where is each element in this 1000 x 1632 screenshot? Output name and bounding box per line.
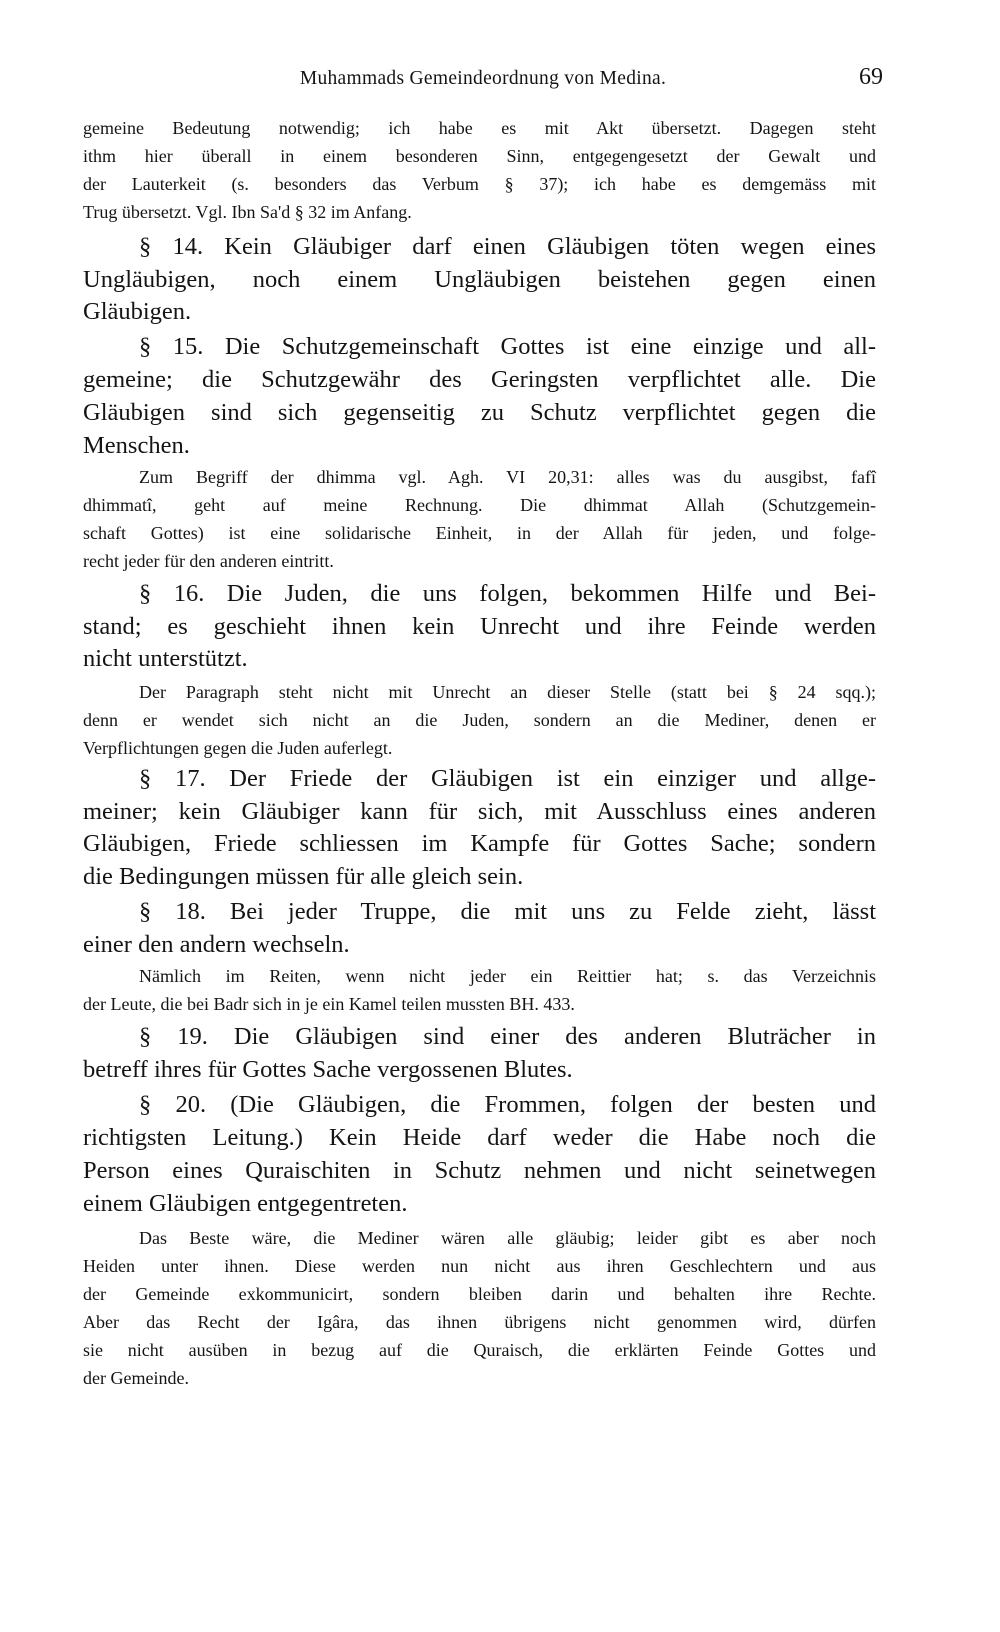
section-18-line: § 18. Bei jeder Truppe, die mit uns zu Felde zieht, lässt (139, 898, 876, 925)
section-20-line: § 20. (Die Gläubigen, die Frommen, folgen der besten und (139, 1091, 876, 1118)
section-14-line: Gläubigen. (83, 298, 192, 325)
section-19-line: betreff ihres für Gottes Sache vergossenen Blutes. (83, 1056, 573, 1083)
note-line: denn er wendet sich nicht an die Juden, sondern an die Mediner, denen er (83, 710, 876, 730)
section-15-line: gemeine; die Schutzgewähr des Geringsten verpflichtet alle. Die (83, 366, 876, 393)
note-line: der Lauterkeit (s. besonders das Verbum § 37); ich habe es demgemäss mit (83, 174, 876, 194)
note-line: Verpflichtungen gegen die Juden auferlegt. (83, 738, 393, 758)
section-16-line: nicht unterstützt. (83, 645, 248, 672)
note-line: schaft Gottes) ist eine solidarische Einheit, in der Allah für jeden, und folge- (83, 523, 876, 543)
section-16-line: stand; es geschieht ihnen kein Unrecht und ihre Feinde werden (83, 613, 876, 640)
note-line: der Gemeinde. (83, 1368, 189, 1388)
note-line: Aber das Recht der Igâra, das ihnen übrigens nicht genommen wird, dürfen (83, 1312, 876, 1332)
section-17-line: § 17. Der Friede der Gläubigen ist ein einziger und allge- (139, 765, 876, 792)
section-20-line: Person eines Quraischiten in Schutz nehmen und nicht seinetwegen (83, 1157, 876, 1184)
section-15-line: § 15. Die Schutzgemeinschaft Gottes ist eine einzige und all- (139, 333, 876, 360)
section-15-line: Gläubigen sind sich gegenseitig zu Schutz verpflichtet gegen die (83, 399, 876, 426)
note-line: Zum Begriff der dhimma vgl. Agh. VI 20,31: alles was du ausgibst, fafî (139, 467, 876, 487)
note-line: dhimmatî, geht auf meine Rechnung. Die dhimmat Allah (Schutzgemein- (83, 495, 876, 515)
note-line: der Gemeinde exkommunicirt, sondern bleiben darin und behalten ihre Rechte. (83, 1284, 876, 1304)
section-17-line: die Bedingungen müssen für alle gleich sein. (83, 863, 524, 890)
section-17-line: meiner; kein Gläubiger kann für sich, mit Ausschluss eines anderen (83, 798, 876, 825)
section-19-line: § 19. Die Gläubigen sind einer des anderen Bluträcher in (139, 1023, 876, 1050)
note-line: Trug übersetzt. Vgl. Ibn Sa'd § 32 im Anfang. (83, 202, 412, 222)
section-16-line: § 16. Die Juden, die uns folgen, bekommen Hilfe und Bei- (139, 580, 876, 607)
section-14-line: § 14. Kein Gläubiger darf einen Gläubigen töten wegen eines (139, 233, 876, 260)
section-18-line: einer den andern wechseln. (83, 931, 350, 958)
note-line: der Leute, die bei Badr sich in je ein Kamel teilen mussten BH. 433. (83, 994, 575, 1014)
note-line: sie nicht ausüben in bezug auf die Quraisch, die erklärten Feinde Gottes und (83, 1340, 876, 1360)
section-17-line: Gläubigen, Friede schliessen im Kampfe für Gottes Sache; sondern (83, 830, 876, 857)
note-line: Nämlich im Reiten, wenn nicht jeder ein Reittier hat; s. das Verzeichnis (139, 966, 876, 986)
running-title: Muhammads Gemeindeordnung von Medina. (299, 68, 667, 89)
page-header (83, 64, 883, 94)
note-line: Heiden unter ihnen. Diese werden nun nicht aus ihren Geschlechtern und aus (83, 1256, 876, 1276)
note-line: ithm hier überall in einem besonderen Sinn, entgegengesetzt der Gewalt und (83, 146, 876, 166)
note-line: Der Paragraph steht nicht mit Unrecht an dieser Stelle (statt bei § 24 sqq.); (139, 682, 876, 702)
page-number: 69 (859, 64, 883, 90)
section-14-line: Ungläubigen, noch einem Ungläubigen beistehen gegen einen (83, 266, 876, 293)
note-line: recht jeder für den anderen eintritt. (83, 551, 334, 571)
section-20-line: richtigsten Leitung.) Kein Heide darf weder die Habe noch die (83, 1124, 876, 1151)
note-line: Das Beste wäre, die Mediner wären alle gläubig; leider gibt es aber noch (139, 1228, 876, 1248)
section-15-line: Menschen. (83, 432, 190, 459)
section-20-line: einem Gläubigen entgegentreten. (83, 1190, 408, 1217)
note-line: gemeine Bedeutung notwendig; ich habe es mit Akt übersetzt. Dagegen steht (83, 118, 876, 138)
